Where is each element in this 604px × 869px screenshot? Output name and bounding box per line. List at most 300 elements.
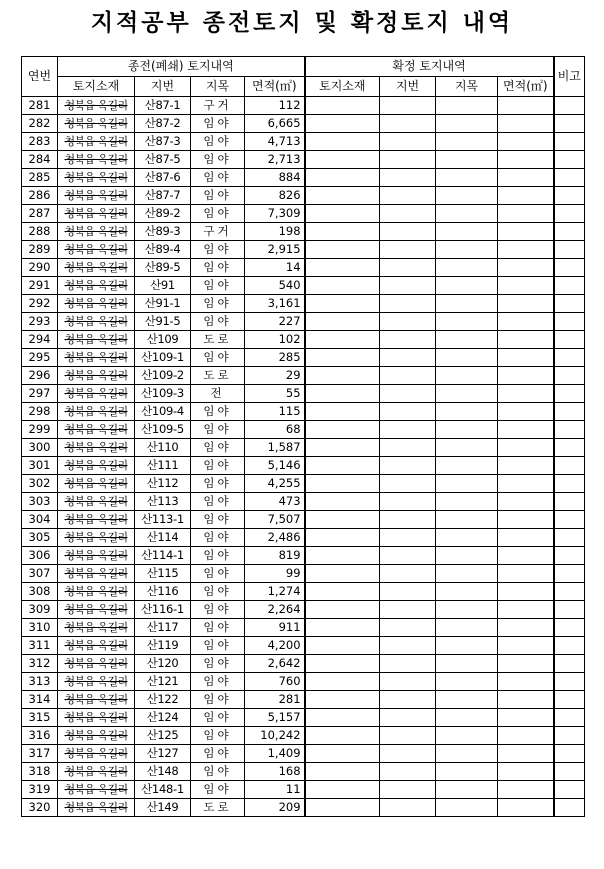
table-row: [22, 205, 585, 223]
new-area-cell: [498, 727, 554, 745]
new-jimok-cell: [436, 619, 498, 637]
header-new-jimok: 지목: [436, 77, 498, 97]
prev-jibun-cell: 산117: [135, 619, 191, 637]
prev-location-cell: 청북읍 옥길리: [58, 799, 135, 817]
table-row: [22, 475, 585, 493]
header-prev-jimok: 지목: [191, 77, 245, 97]
prev-jibun-cell: 산109: [135, 331, 191, 349]
new-jimok-cell: [436, 331, 498, 349]
new-area-cell: [498, 439, 554, 457]
prev-jimok-cell: 임야: [191, 295, 245, 313]
prev-location-cell: 청북읍 옥길리: [58, 547, 135, 565]
new-location-cell: [305, 529, 380, 547]
table-row: [22, 151, 585, 169]
new-location-cell: [305, 781, 380, 799]
new-jimok-cell: [436, 223, 498, 241]
note-cell: [554, 619, 585, 637]
new-location-cell: [305, 367, 380, 385]
new-jimok-cell: [436, 295, 498, 313]
table-row: [22, 637, 585, 655]
table-row: [22, 115, 585, 133]
note-cell: [554, 745, 585, 763]
new-jimok-cell: [436, 727, 498, 745]
note-cell: [554, 295, 585, 313]
prev-area-cell: 115: [245, 403, 305, 421]
new-area-cell: [498, 547, 554, 565]
new-area-cell: [498, 511, 554, 529]
prev-area-cell: 227: [245, 313, 305, 331]
prev-jimok-cell: 임야: [191, 133, 245, 151]
new-jimok-cell: [436, 763, 498, 781]
new-jimok-cell: [436, 709, 498, 727]
new-jimok-cell: [436, 313, 498, 331]
row-number: 317: [22, 745, 58, 763]
header-confirmed-land: 확정 토지내역: [305, 57, 554, 77]
new-jibun-cell: [380, 223, 436, 241]
new-jimok-cell: [436, 421, 498, 439]
new-jibun-cell: [380, 511, 436, 529]
prev-area-cell: 826: [245, 187, 305, 205]
prev-area-cell: 112: [245, 97, 305, 115]
prev-area-cell: 7,309: [245, 205, 305, 223]
new-area-cell: [498, 799, 554, 817]
prev-area-cell: 1,274: [245, 583, 305, 601]
new-jimok-cell: [436, 151, 498, 169]
prev-jimok-cell: 임야: [191, 637, 245, 655]
prev-jibun-cell: 산110: [135, 439, 191, 457]
prev-jimok-cell: 임야: [191, 511, 245, 529]
prev-jibun-cell: 산109-5: [135, 421, 191, 439]
row-number: 307: [22, 565, 58, 583]
new-area-cell: [498, 601, 554, 619]
row-number: 302: [22, 475, 58, 493]
prev-jibun-cell: 산87-2: [135, 115, 191, 133]
new-jimok-cell: [436, 529, 498, 547]
prev-jimok-cell: 도로: [191, 799, 245, 817]
new-jibun-cell: [380, 295, 436, 313]
note-cell: [554, 583, 585, 601]
new-location-cell: [305, 457, 380, 475]
new-area-cell: [498, 223, 554, 241]
new-jibun-cell: [380, 115, 436, 133]
prev-jimok-cell: 임야: [191, 547, 245, 565]
prev-jimok-cell: 임야: [191, 709, 245, 727]
prev-jimok-cell: 임야: [191, 601, 245, 619]
new-location-cell: [305, 313, 380, 331]
new-jimok-cell: [436, 547, 498, 565]
prev-location-cell: 청북읍 옥길리: [58, 763, 135, 781]
new-area-cell: [498, 673, 554, 691]
note-cell: [554, 673, 585, 691]
prev-jimok-cell: 임야: [191, 115, 245, 133]
new-area-cell: [498, 277, 554, 295]
prev-location-cell: 청북읍 옥길리: [58, 385, 135, 403]
table-row: [22, 133, 585, 151]
prev-location-cell: 청북읍 옥길리: [58, 655, 135, 673]
note-cell: [554, 169, 585, 187]
prev-location-cell: 청북읍 옥길리: [58, 781, 135, 799]
note-cell: [554, 439, 585, 457]
new-area-cell: [498, 151, 554, 169]
header-new-area: 면적(㎡): [498, 77, 554, 97]
row-number: 298: [22, 403, 58, 421]
new-jibun-cell: [380, 529, 436, 547]
prev-jibun-cell: 산87-1: [135, 97, 191, 115]
note-cell: [554, 187, 585, 205]
prev-jimok-cell: 임야: [191, 259, 245, 277]
new-location-cell: [305, 385, 380, 403]
note-cell: [554, 223, 585, 241]
table-row: [22, 223, 585, 241]
table-row: [22, 583, 585, 601]
note-cell: [554, 259, 585, 277]
new-area-cell: [498, 565, 554, 583]
new-jibun-cell: [380, 691, 436, 709]
prev-location-cell: 청북읍 옥길리: [58, 745, 135, 763]
prev-area-cell: 540: [245, 277, 305, 295]
new-jibun-cell: [380, 403, 436, 421]
prev-jibun-cell: 산119: [135, 637, 191, 655]
new-location-cell: [305, 583, 380, 601]
prev-jibun-cell: 산148-1: [135, 781, 191, 799]
table-row: [22, 799, 585, 817]
table-row: [22, 709, 585, 727]
new-area-cell: [498, 709, 554, 727]
row-number: 281: [22, 97, 58, 115]
prev-area-cell: 102: [245, 331, 305, 349]
new-area-cell: [498, 349, 554, 367]
table-row: [22, 259, 585, 277]
table-row: [22, 421, 585, 439]
new-jibun-cell: [380, 565, 436, 583]
new-jimok-cell: [436, 799, 498, 817]
prev-jibun-cell: 산122: [135, 691, 191, 709]
table-row: [22, 547, 585, 565]
new-jimok-cell: [436, 349, 498, 367]
new-jibun-cell: [380, 655, 436, 673]
row-number: 284: [22, 151, 58, 169]
new-jimok-cell: [436, 745, 498, 763]
prev-jibun-cell: 산116-1: [135, 601, 191, 619]
new-location-cell: [305, 97, 380, 115]
prev-jimok-cell: 임야: [191, 205, 245, 223]
prev-location-cell: 청북읍 옥길리: [58, 205, 135, 223]
prev-jimok-cell: 임야: [191, 169, 245, 187]
new-jimok-cell: [436, 781, 498, 799]
header-prev-area: 면적(㎡): [245, 77, 305, 97]
prev-location-cell: 청북읍 옥길리: [58, 277, 135, 295]
prev-jibun-cell: 산87-5: [135, 151, 191, 169]
note-cell: [554, 709, 585, 727]
table-row: [22, 673, 585, 691]
prev-jimok-cell: 임야: [191, 745, 245, 763]
note-cell: [554, 115, 585, 133]
prev-area-cell: 473: [245, 493, 305, 511]
note-cell: [554, 601, 585, 619]
table-body: [22, 97, 585, 817]
new-location-cell: [305, 655, 380, 673]
new-location-cell: [305, 799, 380, 817]
row-number: 289: [22, 241, 58, 259]
prev-location-cell: 청북읍 옥길리: [58, 727, 135, 745]
row-number: 283: [22, 133, 58, 151]
prev-area-cell: 10,242: [245, 727, 305, 745]
row-number: 306: [22, 547, 58, 565]
prev-jimok-cell: 전: [191, 385, 245, 403]
table-row: [22, 493, 585, 511]
prev-jibun-cell: 산89-4: [135, 241, 191, 259]
new-jibun-cell: [380, 97, 436, 115]
new-jibun-cell: [380, 205, 436, 223]
note-cell: [554, 457, 585, 475]
table-row: [22, 169, 585, 187]
new-jibun-cell: [380, 745, 436, 763]
new-location-cell: [305, 511, 380, 529]
row-number: 300: [22, 439, 58, 457]
new-jimok-cell: [436, 169, 498, 187]
prev-area-cell: 2,915: [245, 241, 305, 259]
new-area-cell: [498, 475, 554, 493]
new-location-cell: [305, 745, 380, 763]
row-number: 293: [22, 313, 58, 331]
new-jimok-cell: [436, 475, 498, 493]
prev-jibun-cell: 산87-3: [135, 133, 191, 151]
prev-area-cell: 168: [245, 763, 305, 781]
prev-area-cell: 2,264: [245, 601, 305, 619]
row-number: 294: [22, 331, 58, 349]
new-area-cell: [498, 583, 554, 601]
new-area-cell: [498, 493, 554, 511]
prev-jibun-cell: 산125: [135, 727, 191, 745]
note-cell: [554, 475, 585, 493]
table-row: [22, 781, 585, 799]
new-location-cell: [305, 187, 380, 205]
table-row: [22, 727, 585, 745]
new-jibun-cell: [380, 331, 436, 349]
prev-location-cell: 청북읍 옥길리: [58, 601, 135, 619]
header-new-location: 토지소재: [305, 77, 380, 97]
prev-jimok-cell: 임야: [191, 493, 245, 511]
prev-jibun-cell: 산116: [135, 583, 191, 601]
new-area-cell: [498, 241, 554, 259]
new-jimok-cell: [436, 133, 498, 151]
new-jibun-cell: [380, 673, 436, 691]
table-row: [22, 241, 585, 259]
note-cell: [554, 493, 585, 511]
prev-area-cell: 2,713: [245, 151, 305, 169]
new-location-cell: [305, 493, 380, 511]
new-area-cell: [498, 295, 554, 313]
new-location-cell: [305, 241, 380, 259]
prev-jimok-cell: 임야: [191, 457, 245, 475]
new-area-cell: [498, 205, 554, 223]
prev-jimok-cell: 임야: [191, 421, 245, 439]
new-jimok-cell: [436, 385, 498, 403]
note-cell: [554, 403, 585, 421]
prev-location-cell: 청북읍 옥길리: [58, 97, 135, 115]
note-cell: [554, 349, 585, 367]
prev-jibun-cell: 산115: [135, 565, 191, 583]
row-number: 320: [22, 799, 58, 817]
row-number: 308: [22, 583, 58, 601]
note-cell: [554, 529, 585, 547]
new-jimok-cell: [436, 457, 498, 475]
new-jimok-cell: [436, 97, 498, 115]
prev-jimok-cell: 임야: [191, 475, 245, 493]
prev-area-cell: 209: [245, 799, 305, 817]
new-location-cell: [305, 439, 380, 457]
row-number: 288: [22, 223, 58, 241]
prev-jimok-cell: 임야: [191, 691, 245, 709]
new-jimok-cell: [436, 637, 498, 655]
row-number: 295: [22, 349, 58, 367]
row-number: 285: [22, 169, 58, 187]
prev-location-cell: 청북읍 옥길리: [58, 673, 135, 691]
new-area-cell: [498, 187, 554, 205]
new-jibun-cell: [380, 709, 436, 727]
prev-area-cell: 4,255: [245, 475, 305, 493]
prev-location-cell: 청북읍 옥길리: [58, 133, 135, 151]
row-number: 297: [22, 385, 58, 403]
prev-jibun-cell: 산149: [135, 799, 191, 817]
prev-location-cell: 청북읍 옥길리: [58, 421, 135, 439]
new-jibun-cell: [380, 457, 436, 475]
prev-jibun-cell: 산87-7: [135, 187, 191, 205]
new-location-cell: [305, 115, 380, 133]
new-area-cell: [498, 745, 554, 763]
prev-jimok-cell: 임야: [191, 655, 245, 673]
new-area-cell: [498, 637, 554, 655]
prev-area-cell: 884: [245, 169, 305, 187]
prev-location-cell: 청북읍 옥길리: [58, 583, 135, 601]
note-cell: [554, 241, 585, 259]
new-jibun-cell: [380, 637, 436, 655]
new-jimok-cell: [436, 511, 498, 529]
prev-location-cell: 청북읍 옥길리: [58, 565, 135, 583]
prev-location-cell: 청북읍 옥길리: [58, 511, 135, 529]
note-cell: [554, 799, 585, 817]
new-jimok-cell: [436, 205, 498, 223]
prev-jibun-cell: 산120: [135, 655, 191, 673]
prev-location-cell: 청북읍 옥길리: [58, 619, 135, 637]
prev-jimok-cell: 구거: [191, 97, 245, 115]
prev-location-cell: 청북읍 옥길리: [58, 709, 135, 727]
new-area-cell: [498, 691, 554, 709]
prev-location-cell: 청북읍 옥길리: [58, 475, 135, 493]
note-cell: [554, 133, 585, 151]
prev-area-cell: 760: [245, 673, 305, 691]
prev-area-cell: 911: [245, 619, 305, 637]
row-number: 299: [22, 421, 58, 439]
row-number: 287: [22, 205, 58, 223]
prev-location-cell: 청북읍 옥길리: [58, 403, 135, 421]
row-number: 304: [22, 511, 58, 529]
prev-area-cell: 281: [245, 691, 305, 709]
table-row: [22, 187, 585, 205]
new-jimok-cell: [436, 277, 498, 295]
new-jibun-cell: [380, 583, 436, 601]
prev-location-cell: 청북읍 옥길리: [58, 367, 135, 385]
note-cell: [554, 367, 585, 385]
header-prev-jibun: 지번: [135, 77, 191, 97]
prev-jibun-cell: 산121: [135, 673, 191, 691]
new-location-cell: [305, 277, 380, 295]
prev-location-cell: 청북읍 옥길리: [58, 295, 135, 313]
table-row: [22, 295, 585, 313]
prev-jibun-cell: 산148: [135, 763, 191, 781]
new-jimok-cell: [436, 493, 498, 511]
prev-jimok-cell: 임야: [191, 583, 245, 601]
new-jibun-cell: [380, 151, 436, 169]
prev-jibun-cell: 산113-1: [135, 511, 191, 529]
new-location-cell: [305, 223, 380, 241]
new-location-cell: [305, 295, 380, 313]
table-row: [22, 763, 585, 781]
row-number: 316: [22, 727, 58, 745]
note-cell: [554, 547, 585, 565]
row-number: 291: [22, 277, 58, 295]
new-area-cell: [498, 331, 554, 349]
prev-jibun-cell: 산91-1: [135, 295, 191, 313]
prev-jimok-cell: 임야: [191, 763, 245, 781]
table-row: [22, 601, 585, 619]
prev-jibun-cell: 산111: [135, 457, 191, 475]
new-location-cell: [305, 565, 380, 583]
new-jibun-cell: [380, 367, 436, 385]
prev-jibun-cell: 산114-1: [135, 547, 191, 565]
new-jimok-cell: [436, 565, 498, 583]
prev-area-cell: 3,161: [245, 295, 305, 313]
row-number: 305: [22, 529, 58, 547]
new-jibun-cell: [380, 277, 436, 295]
prev-area-cell: 68: [245, 421, 305, 439]
table-row: [22, 277, 585, 295]
table-row: [22, 457, 585, 475]
new-jibun-cell: [380, 619, 436, 637]
new-location-cell: [305, 547, 380, 565]
new-location-cell: [305, 151, 380, 169]
new-location-cell: [305, 727, 380, 745]
prev-jibun-cell: 산91-5: [135, 313, 191, 331]
prev-location-cell: 청북읍 옥길리: [58, 115, 135, 133]
new-location-cell: [305, 763, 380, 781]
header-prev-location: 토지소재: [58, 77, 135, 97]
new-location-cell: [305, 403, 380, 421]
new-area-cell: [498, 457, 554, 475]
note-cell: [554, 763, 585, 781]
new-location-cell: [305, 133, 380, 151]
new-location-cell: [305, 709, 380, 727]
prev-area-cell: 11: [245, 781, 305, 799]
new-jibun-cell: [380, 169, 436, 187]
row-number: 314: [22, 691, 58, 709]
prev-jimok-cell: 도로: [191, 331, 245, 349]
row-number: 315: [22, 709, 58, 727]
header-no: 연번: [22, 57, 58, 97]
note-cell: [554, 313, 585, 331]
new-location-cell: [305, 601, 380, 619]
prev-location-cell: 청북읍 옥길리: [58, 439, 135, 457]
new-area-cell: [498, 619, 554, 637]
note-cell: [554, 781, 585, 799]
prev-location-cell: 청북읍 옥길리: [58, 637, 135, 655]
row-number: 309: [22, 601, 58, 619]
new-jibun-cell: [380, 547, 436, 565]
new-location-cell: [305, 637, 380, 655]
row-number: 313: [22, 673, 58, 691]
row-number: 311: [22, 637, 58, 655]
new-jimok-cell: [436, 115, 498, 133]
